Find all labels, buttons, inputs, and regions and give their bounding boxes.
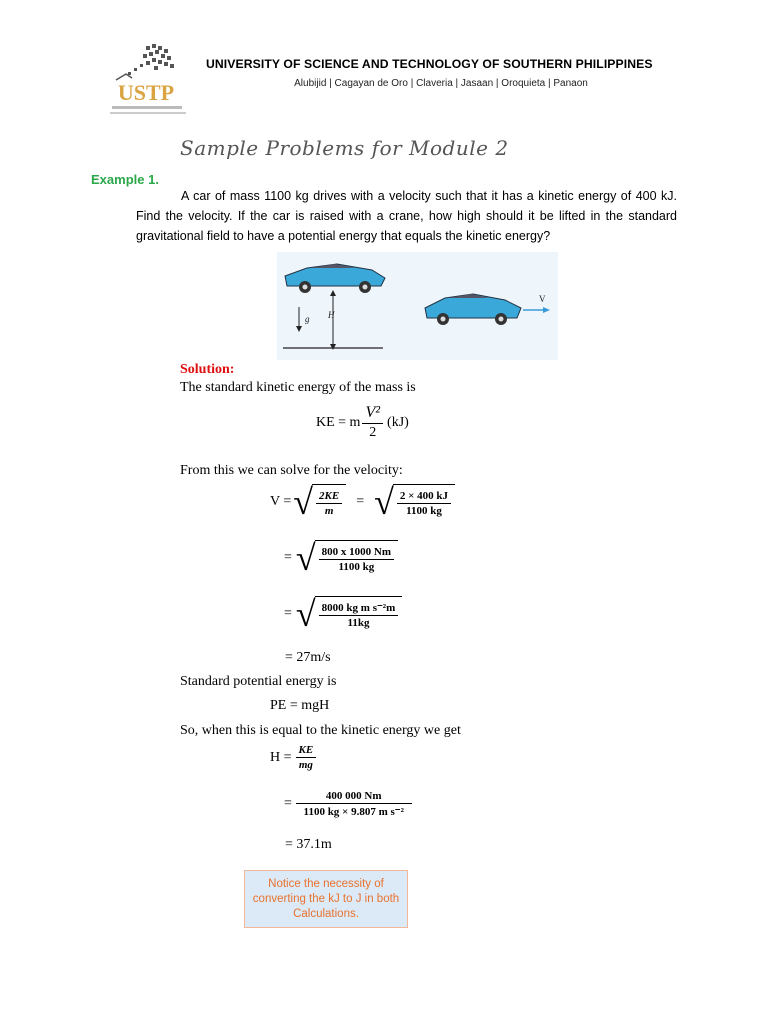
ke-den: 2 bbox=[369, 425, 377, 440]
example-label: Example 1. bbox=[91, 172, 159, 187]
solution-line-4: So, when this is equal to the kinetic energy we get bbox=[180, 723, 461, 738]
h-num: KE bbox=[296, 744, 317, 758]
ke-equation bbox=[316, 404, 409, 441]
h-lhs: H = bbox=[270, 749, 292, 765]
solution-line-2: From this we can solve for the velocity: bbox=[180, 463, 403, 478]
ke-num: V² bbox=[362, 404, 383, 424]
label-h: H bbox=[328, 310, 335, 320]
h-equation bbox=[270, 744, 316, 771]
h-step bbox=[284, 790, 412, 818]
campus-list: Alubijid | Cagayan de Oro | Claveria | Jasaan | Oroquieta | Panaon bbox=[294, 78, 588, 89]
logo-text: USTP bbox=[117, 80, 175, 105]
logo-tagline bbox=[110, 112, 186, 114]
logo-subtext bbox=[112, 106, 182, 109]
raised-car-icon bbox=[285, 264, 385, 293]
solution-label: Solution: bbox=[180, 362, 235, 377]
ustp-logo bbox=[106, 40, 196, 120]
v-equation: V = √ $\frac{2KE}{m}$ = √ $\frac{2 \times 400 kJ}{1100 kg}$ bbox=[270, 484, 455, 520]
equals-sign-2: = bbox=[284, 550, 292, 565]
car-figure bbox=[277, 252, 558, 360]
equals-sign-4: = bbox=[284, 796, 292, 811]
step2-den: 1100 kg bbox=[338, 560, 375, 573]
step3-num: 8000 kg m s⁻²m bbox=[319, 601, 399, 616]
solution-line-1: The standard kinetic energy of the mass is bbox=[180, 380, 416, 395]
pe-equation: PE = mgH bbox=[270, 698, 330, 713]
v-result: = 27m/s bbox=[285, 650, 331, 665]
h-result: = 37.1m bbox=[285, 837, 332, 852]
v-den-2: 1100 kg bbox=[406, 504, 442, 517]
moving-car-icon bbox=[425, 294, 521, 325]
v-num-1: 2KE bbox=[316, 490, 342, 504]
equals-sign-3: = bbox=[284, 606, 292, 621]
page-title: Sample Problems for Module 2 bbox=[180, 136, 509, 160]
label-g: g bbox=[305, 314, 310, 324]
ke-unit: (kJ) bbox=[387, 414, 409, 430]
v-step-3: = √ $\frac{\text{8000 kg m s⁻²m}}{11kg}$ bbox=[284, 596, 402, 632]
equals-sign: = bbox=[356, 494, 365, 509]
university-name: UNIVERSITY OF SCIENCE AND TECHNOLOGY OF SOUTHERN PHILIPPINES bbox=[206, 57, 653, 71]
ke-lhs: KE = m bbox=[316, 414, 361, 430]
v-step-2: = √ $\frac{800 x 1000 Nm}{1100 kg}$ bbox=[284, 540, 398, 576]
h-step-num: 400 000 Nm bbox=[296, 790, 412, 804]
h-step-den: 1100 kg × 9.807 m s⁻² bbox=[303, 806, 404, 818]
v-den-1: m bbox=[324, 504, 334, 517]
step3-den: 11kg bbox=[347, 617, 370, 629]
v-num-2: 2 × 400 kJ bbox=[397, 490, 451, 504]
step2-num: 800 x 1000 Nm bbox=[319, 546, 394, 560]
v-lhs: V = bbox=[270, 494, 292, 509]
label-v: V bbox=[539, 294, 546, 304]
note-box: Notice the necessity of converting the kJ to J in both Calculations. bbox=[244, 870, 408, 928]
h-den: mg bbox=[298, 759, 313, 771]
solution-line-3: Standard potential energy is bbox=[180, 674, 337, 689]
problem-text: A car of mass 1100 kg drives with a velocity such that it has a kinetic energy of 400 kJ. Find the velocity. If the car is raised with a crane, how high should it be lifted in the standard gravitational field to have a potential energy that equals the kinetic energy? bbox=[136, 189, 677, 243]
